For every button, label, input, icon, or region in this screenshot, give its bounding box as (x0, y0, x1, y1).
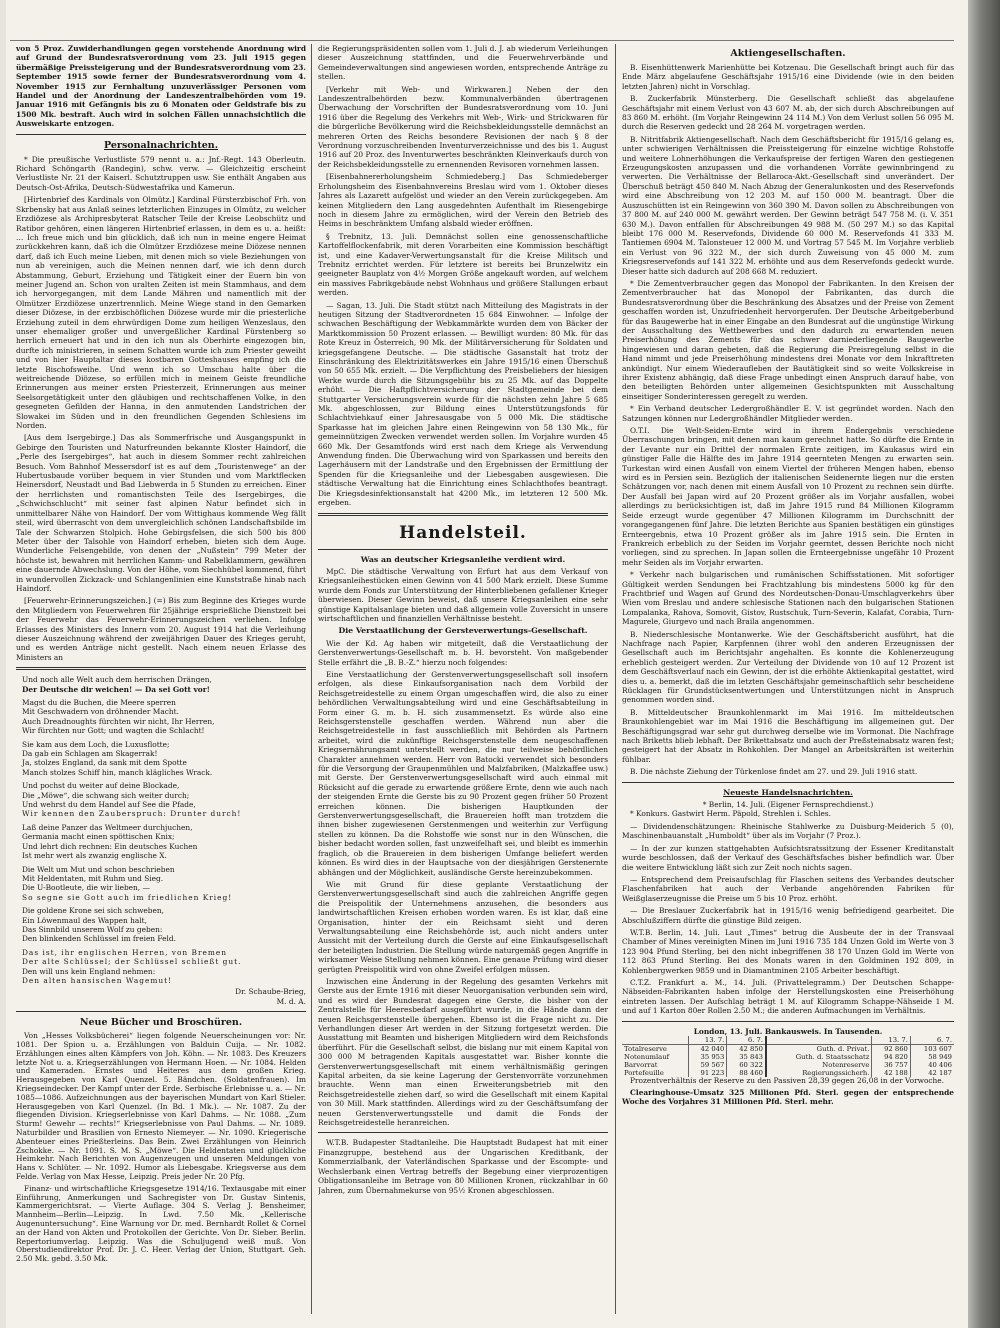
poem-line: Laß deine Panzer das Weltmeer durchjuchen, (22, 822, 193, 832)
article-text: [Feuerwehr-Erinnerungszeichen.] (=) Bis zum Beginne des Krieges wurde den Mitgliedern von Feuerwehren für 25jährige ersprießliche Dienstzeit bei der Feuerwehr das Feuerwehr-Erinnerungszeichen verliehen. Infolge Erlasses des Ministers des Innern vom 20. August 1914 hat die Verleihung dieser Auszeichnung während der zweijährigen Dauer des Krieges geruht, und es werden Anträge nicht gestellt. Nach einem neuen Erlasse des Ministers an (16, 596, 306, 662)
poem-line: Ein Löwenmaul des Wappen halt, (22, 915, 147, 925)
table-caption: London, 13. Juli. Bankausweis. In Tausenden. (693, 1026, 883, 1036)
article-headline: Was an deutscher Kriegsanleihe verdient wird. (360, 554, 566, 564)
article-text: B. Die nächste Ziehung der Türkenlose findet am 27. und 29. Juli 1916 statt. (630, 767, 918, 777)
news-item: * Konkurs. Gastwirt Herm. Päpold, Strehlen i. Schles. (630, 809, 831, 819)
article-text: § Trebnitz, 13. Juli. Demnächst sollen eine genossenschaftliche Kartoffelflockenfabrik, mit deren Vorarbeiten eine Kommission beschäftigt ist, und eine Kadaver-Verwertungsanstalt für die Kreise Militsch und Trebnitz errichtet werden. Für letztere ist bereits bei Brunzelwitz ein geeigneter Bauplatz von 4½ Morgen Größe angekauft worden, auf welchem ein massives Fabrikgebäude nebst Wohnhaus und größere Stallungen erbaut werden. (318, 231, 608, 298)
news-item: — Entsprechend dem Preisaufschlag für Flaschen seitens des Verbandes deutscher Flaschenfabriken hat auch der Verbande angehörenden Fabriken für Weißglaserzeugnisse die Preise um 5 bis 10 Proz. erhöht. (622, 874, 954, 903)
article-text: [Aus dem Isergebirge.] Das als Sommerfrische und Ausgangspunkt in Gebirge den Touristen und Naturfreunden bekannte Kloster Haindorf, die „Perle des Isergebirges“, hat auch in diesem Sommer recht zahlreichen Besuch. Vom Bahnhof Messersdorf ist es auf dem „Touristenwege“ an der Hubertusbaude vorüber bequem in vier Stunden und vom Marktflecken Heinersdorf, Neustadt und Bad Liebwerda in 5 Stunden zu erreichen. Einer der herrlichsten und romantischsten Teile des Isergebirges, die „Schwichschlucht“ mit seiner fast alpinen Natur befindet sich in unmittelbarer Nähe von Haindorf. Der vom Wittighaus kommende Weg fällt steil, wird überrascht von dem unvergleichlich schönen Landschaftsbilde im Tale der Schwarzen Stolpich. Hohe Gebirgsfelsen, die sich 500 bis 800 Meter über der Talsohle von Haindorf erheben, bieten sich dem Auge. Wunderliche Felsengebilde, von denen der „Nußstein“ 799 Meter der höchste ist, bewahren mit herrlichen Kamm- und Rabelklammern, gewähren eine dauernde Abwechslung. Von der Höhe, vom Siechhübel kommend, führt in wundervollen Zickzack- und Schlangenlinien eine Kunststraße hinab nach Haindorf. (16, 433, 306, 593)
table-header (766, 1036, 872, 1045)
article-text: von 5 Proz. Zuwiderhandlungen gegen vorstehende Anordnung wird auf Grund der Bundesratsverordnung vom 23. Juli 1915 gegen übermäßige Preissteigerung und der Bundesratsverordnung vom 23. September 1915 sowie ferner der Bundesratsverordnung vom 4. November 1915 zur Fernhaltung unzuverlässiger Personen vom Handel und der Anordnung der Landeszentralbehörden vom 19. Januar 1916 mit Gefängnis bis zu 6 Monaten oder Geldstrafe bis zu 1500 Mk. bestraft. Auch wird in solchen Fällen unnachsichtlich die Ausweiskarte entzogen. (16, 44, 306, 129)
table-cell: 94 820 (872, 1053, 911, 1061)
table-cell: Barvorrat (624, 1061, 658, 1069)
table-cell: 35 953 (688, 1053, 727, 1061)
poem-line: Die Welt um Mut und schon beschrieben (22, 864, 175, 874)
dateline: * Berlin, 14. Juli. (Eigener Fernsprechdienst.) (702, 800, 874, 810)
poem-line: Der alte Schlüssel; der Schlüssel schließt gut. (22, 957, 242, 967)
article-text: B. Eisenhüttenwerk Marienhütte bei Kotzenau. Die Gesellschaft bringt auch für das Ende März abgelaufene Geschäftsjahr 1915/16 eine Dividende (wie in den beiden letzten Jahren) nicht in Vorschlag. (622, 63, 954, 91)
poem-line: Und noch alle Welt auch dem herrischen Drängen, (22, 675, 212, 685)
table-cell: 92 860 (872, 1045, 911, 1054)
poem-line: Ist mehr wert als zwanzig englische X. (22, 851, 167, 861)
table-cell: Notenreserve (766, 1061, 872, 1069)
column-right (622, 44, 954, 1316)
article-text: B. Zuckerfabrik Münsterberg. Die Gesellschaft schließt das abgelaufene Geschäftsjahr mit einem Verlust von 43 607 M. ab, der sich durch Abschreibungen auf 83 860 M. erhöht. (Im Vorjahr Reingewinn 24 114 M.) Von dem Verlust sollen 56 095 M. durch die Reserven gedeckt und 28 264 M. vorgetragen werden. (622, 94, 954, 132)
article-text: Inzwischen eine Änderung in der Regelung des gesamten Verkehrs mit Gerste aus der Ernte 1916 mit dieser Neuorganisation verbunden sein wird, und es wird der Bundesrat dagegen eine Gerste, die bisher von der Zentralstelle für Heeresbedarf ausgeführt wurde, in die Hände dann der neuen Reichsgerstenstelle übergehen. Ebenso ist die Frage nicht zu. Die Verhandlungen dieser Art werden in der Sitzung fortgesetzt werden. Die Ausstattung mit Beamten und bisherigen Mitgliedern wird dem Reichsfonds überführt. Für die Gesellschaft selbst, die bislang nur mit einem Kapital von 300 000 M betragenden Kapitals ausgestattet war. Bisher konnte die Gerstenverwertungsgesellschaft mit einem verhältnismäßig geringen Kapital arbeiten, da sie keine Lagerung der Gerstenvorräte vorzunehmen brauchte. Wenn man einen Erweiterungsbetrieb mit den Reichsgetreidestelle ziehen darf, so wird die Gesellschaft mit einem Kapital von 30 Mill. Mark stattfinden. Allerdings wird zu der Geschäftsumfang der neuen Gerstenverwertungsstelle und damit die Fonds der Reichsgetreidestelle heranreichen. (318, 976, 608, 1128)
poem-line: Und lehrt dich rechnen: Ein deutsches Kuchen (22, 841, 198, 851)
table-cell: Guth. d. Staatsschatz (766, 1053, 872, 1061)
section-title: Neueste Handelsnachrichten. (723, 787, 853, 797)
poem (22, 675, 306, 985)
news-item: W.T.B. Berlin, 14. Juli. Laut „Times“ betrug die Ausbeute der in der Transvaal Chamber of Mines vereinigten Minen im Juni 1916 735 184 Unzen Gold im Werte von 3 123 904 Pfund Sterling, bei den nicht inbegriffenen 38 170 Unzen Gold im Werte von 112 863 Pfund Sterling. Bei des Monats waren in den Goldminen 192 809, in Kohlenbergwerken 9859 und in Diamantminen 2105 Arbeiter beschäftigt. (622, 927, 954, 975)
bank-statement-table (622, 1036, 954, 1077)
poem-line: Da gab ein Schlagen am Skagerrak! (22, 749, 158, 759)
table-header (622, 1036, 688, 1045)
table-cell: 60 322 (727, 1061, 766, 1069)
column-rule (311, 44, 312, 1314)
table-cell: Regierungssicherh. (766, 1069, 872, 1077)
article-text: B. Mitteldeutscher Braunkohlenmarkt im Mai 1916. Im mitteldeutschen Braunkohlengebiet war im Mai 1916 die Beschäftigung im allgemeinen gut. Der Beschäftigungsgrad war sehr gut durchweg derselbe wie im Vormonat. Die Nachfrage nach Briketts blieb lebhaft. Der Brikettabsatz und auch der Preßsteinabsatz waren fest; gesteigert hat der Absatz in Rohkohlen. Der Mangel an Arbeitskräften ist weiterhin fühlbar. (622, 707, 954, 764)
article-text: * Die Zementverbraucher gegen das Monopol der Fabrikanten. In den Kreisen der Zementverbraucher hat das Monopol der Fabrikanten, das durch die Bundesratsverordnung über die Beschränkung des Absatzes und der Preise von Zement geschaffen worden ist, Unzufriedenheit hervorgerufen. Der Deutsche Arbeitgeberbund für das Baugewerbe hat in einer Eingabe an den Bundesrat auf die ungünstige Wirkung der Ausschaltung des Wettbewerbes und den dadurch zu erwartenden neuen Preiserhöhung des Zements für das schwer darniederliegende Baugewerbe hingewiesen und daran gebeten, daß die Regierung die Preisregelung selbst in die Hand nimmt und jede Preiserhöhung mindestens drei Monate vor dem Inkrafttreten ankündigt. Nur einem Wiederaufleben der Bautätigkeit sind so weite Volkskreise in ihrer Existenz abhängig, daß diese Frage unbedingt einen Anspruch darauf habe, von den beteiligten Behörden unter allgemeinen Gesichtspunkten mit Ausschaltung einseitiger Sonderinteressen geregelt zu werden. (622, 278, 954, 401)
table-cell: 59 567 (688, 1061, 727, 1069)
table-header: 13. 7. (872, 1036, 911, 1045)
article-text: B. Niederschlesische Montanwerke. Wie der Geschäftsbericht ausführt, hat die Nachfrage nach Papier, Karpfennen (ihrer wohl den anderen Erzeugnissen der Gesellschaft auch im Berichtsjahr angehalten. Es konnte die Kohlenerzeugung erheblich gesteigert werden. Zur Verteilung der Dividende von 10 auf 12 Prozent ist dem Geschäftsverlauf nach ein Gewinn, der ist die erhöhte Aktienkapital gestattet, wird dies u. a. bemerkt, daß die im letzten Geschäftsjahr gemeinschaftlich sehr bescheidene Rücklagen für Grundstücksentwertungen und Unterstützungen nicht in Anspruch genommen worden sind. (622, 629, 954, 705)
poem-line: Mit Heldentaten, mit Ruhm und Sieg. (22, 873, 164, 883)
news-item: C.T.Z. Frankfurt a. M., 14. Juli. (Privattelegramm.) Der Deutschen Schappe-Näbseiden-Fabrikanten haben infolge der Herstellungskosten eine Preiserhöhung eintreten lassen. Der Aufschlag beträgt 1 M. auf Kilogramm Schappe-Nähseide 1 M. und auf 1 Karton 80er Rollen 2.50 M.; die anderen Aufmachungen im Verhältnis. (622, 977, 954, 1016)
table-cell: 88 460 (727, 1069, 766, 1077)
table-cell: 40 406 (910, 1061, 954, 1069)
column-rule (615, 44, 616, 1314)
top-rule (10, 40, 954, 41)
article-text: O.T.I. Die Welt-Seiden-Ernte wird in ihrem Endergebnis verschiedene Überraschungen bringen, mit denen man kaum gerechnet hatte. So dürfte die Ernte in der Levante nur ein Drittel der normalen Ernte zeitigen, im Kaukasus wird ein günstiger Falle die Hälfte des im Jahre 1914 geernteten Mengen zu erwarten sein. Turkestan wird einen Ausfall von einem Viertel der früheren Mengen haben, ebenso wird es in Persien sein. Bezüglich der italienischen Seidenernte liegen nur die ersten Schätzungen vor, nach denen mit einem Ausfall von 10 Prozent zu rechnen sein dürfte. Der Ausfall bei Japan wird auf 20 Prozent größer als im Vorjahr ausfallen, wobei allerdings zu berücksichtigen ist, daß im Jahre 1915 rund 84 Millionen Kilogramm Seide erzeugt wurde gegenüber 47 Millionen Kilogramm im Durchschnitt der vorangegangenen fünf Jahre. Die letzten Berichte aus Spanien bestätigen ein günstiges Ernteergebnis, etwa 10 Prozent größer als im Jahre 1915 sein. Die Ernten in Frankreich erbeblich zu der Seiden im Vorjahr geerntet, dessen Berichte noch nicht vorliegen, sind zu sprechen. In Japan sollen die Ernteergebnisse ungefähr 10 Prozent mehr Seiden als im Vorjahr erwarten. (622, 426, 954, 567)
poem-line: Den alten hansischen Wagemut! (22, 975, 173, 985)
divider (622, 782, 954, 783)
article-headline: Die Verstaatlichung der Gersteverwertungs-Gesellschaft. (338, 626, 588, 636)
table-row (622, 1045, 954, 1054)
poem-line: Germania macht einen spöttischen Knix; (22, 832, 175, 842)
poem-line: Die U-Bootleute, die wir lieben, — (22, 883, 150, 893)
article-text: Prozentverhältnis der Reserve zu den Passiven 28,39 gegen 26,08 in der Vorwoche. (630, 1076, 945, 1085)
poem-line: Manch stolzes Schiff hin, manch klägliches Wrack. (22, 767, 213, 777)
column-middle (318, 44, 608, 1316)
poem-line: Ja, stolzes England, da sank mit dem Spotte (22, 758, 187, 768)
table-header: 6. 7. (910, 1036, 954, 1045)
news-item: — In der zur kunzen stattgehabten Aufsichtsratssitzung der Essener Kreditanstalt wurde beschlossen, daß der Verkauf des Geschäftsfaches bisher befindlich war. Über die weitere Entwicklung läßt sich zur Zeit noch nichts sagen. (622, 843, 954, 872)
poem-line: Magst du die Buchen, die Meere sperren (22, 698, 176, 707)
divider (622, 1021, 954, 1022)
divider (318, 549, 608, 550)
article-text: Wie der Kd. Ag haben wir mitgeteilt, daß die Verstaatlichung der Gerstenverwertungs-Gesellschaft m. b. H. bevorsteht. Von maßgebender Stelle erfährt die „B. B.-Z.“ hierzu noch folgendes: (318, 638, 608, 667)
table-cell: 91 223 (688, 1069, 727, 1077)
table-cell: Notenumlauf (624, 1053, 670, 1061)
poem-line: Den blinkenden Schlüssel im freien Feld. (22, 934, 176, 944)
poem-line: Das ist, ihr englischen Herren, von Bremen (22, 947, 228, 957)
poem-line: Und wehrst du dem Handel auf See die Pfade, (22, 800, 196, 810)
poem-line: Die goldene Krone sei sich schweben, (22, 906, 165, 916)
column-left (16, 44, 306, 1316)
table-cell: 35 843 (727, 1053, 766, 1061)
page-gutter-shadow (968, 0, 1000, 1328)
table-row (622, 1061, 954, 1069)
article-text: Von „Hesses Volksbücherei“ liegen folgende Neuerscheinungen vor: Nr. 1081. Der Spion u. a. Erzählungen von Balduin Cuija. — Nr. 1082. Erzählungen eines alten Kämpfers von Joh. Köhn. — Nr. 1083. Des Kreuzers letzte Not u. a. Kriegserzählungen von Hermann Hoen. — Nr. 1084. Helden und Kameraden. Ernstes und Heiteres aus dem großen Krieg. Herausgegeben von Karl Quenzel. 5. Bändchen. (Soldatenfrauen). Im Kriegseindecker. Der Kampf unter der Erde. Serbische Erlebnisse u. a. — Nr. 1085—1086. Aufzeichnungen aus der bayerischen Mundart von Karl Stieler. Herausgegeben von Karl Quenzel. (In Bd. 1 Mk.). — Nr. 1087. Zu der fliegenden Division. Kriegserlebnisse von Karl Dahms. — Nr. 1088. „Zum Sturm! Gewehr — rechts!“ Kriegserlebnisse von Paul Dahms. — Nr. 1089. Naturbilder und Brasilien von Ernesto Niemeyer. — Nr. 1090. Kriegerische Abenteuer eines Prießterleins. Das Bein. Zwei Erzählungen von Heinrich Zschokke. — Nr. 1091. S. M. S. „Möwe“. Die Heldentaten und glückliche Heimkehr. Nach Berichten von Augenzeugen und unseren Meldungen von Hans v. Schlüter. — Nr. 1092. Humor als Liebesgabe. Kriegsverse aus dem Felde. Verlag von Max Hesse, Leipzig. Preis jeder Nr. 20 Pfg. (16, 1031, 306, 1181)
poem-line: Wir fürchten nur Gott; und wagten die Schlacht! (22, 726, 205, 736)
poem-line: Wir kennen den Zauberspruch: Drunter durch! (22, 809, 242, 819)
table-cell: 42 187 (910, 1069, 954, 1077)
table-cell: Portefeuille (624, 1069, 664, 1077)
article-text: — Sagan, 13. Juli. Die Stadt stützt nach Mitteilung des Magistrats in der heutigen Sitzung der Stadtverordneten 15 684 Einwohner. — Infolge der schwachen Beschäftigung der Webkammärkte wurden dem von Bäcker der Marktkommission 50 Prozent erlassen. — Bewilligt wurden: 80 Mk. für das Rote Kreuz in Österreich, 90 Mk. der Militärversicherung für Soldaten und kriegsgefangene Deutsche. — Die städtische Gasanstalt hat trotz der Einschränkung des Elektrizitätswerkes ein Jahre 1915/16 einen Überschuß von 50 655 Mk. erzielt. — Die Verpflichtung des Preisbeliebers der hiesigen Werke wurde durch die Sitzungsgebühr bis zu 25 Mk. auf das Doppelte erhöht. — Die Haftpflichtversicherung der Stadtgemeinde bei dem Stuttgarter Versicherungsverein wurde für die nächsten zehn Jahre 5 685 Mk. abgeschlossen, zur Bildung eines Unterstützungsfonds für Schlachtviehkauf einer Jahresausgabe von 5 000 Mk. Die städtische Sparkasse hat im gleichen Jahre einen Reingewinn von 58 130 Mk., für gemeinnützigen Zwecken verwendet werden sollen. Im Vorjahre wurden 45 660 Mk. Der Gesamtfonds wird erst nach dem Kriege als Verwendung Anwendung finden. Die Überwachung wird von Sparkassen und bereits den Lagerhäusern mit der Landstraße und den Ergebnissen der Ermittlung der Spenden für die Kriegsanleihe und der Liebesgaben ausgewiesen. Die städtische Verwaltung hat die Einrichtung eines Schlachthofes beantragt. Die Kriegsdesinfektionsanstalt hat 4200 Mk., im letzteren 12 500 Mk. ergeben. (318, 300, 608, 508)
article-text: B. Nitritfabrik Aktiengesellschaft. Nach dem Geschäftsbericht für 1915/16 gelang es, unter schwierigen Verhältnissen die Preissteigerung für einzelne wichtige Rohstoffe und weitere Lohnerhöhungen die Verkaufspreise der fertigen Waren den gestiegenen Erzeugungskosten anzupassen und die vorhandenen Vorräte gewinnbringend zu verwerten. Die Verhältnisse der Bellaroca-Akt.-Gesellschaft sind unverändert. Der Überschuß beträgt 450 840 M. Nach Abzug der Generalunkosten und des Reservefonds wird eine Abschreibung von 12 203 M. auf 150 000 M. beantragt. Über die Auszuschütten ist ein Reingewinn von 360 390 M. Davon sollen zu Abschreibungen von 37 800 M. auf 240 000 M. gewährt werden. Der Gewinn beträgt 547 758 M. (i. V. 351 630 M.). Davon entfallen für Abschreibungen 49 988 M. (50 297 M.) so das Kapital bleibt 176 000 M. Reservefonds, Dividende 60 000 M. Reservefonds 41 333 M. Tantiemen 6904 M. Talonsteuer 12 000 M. und Vortrag 57 545 M. Im Vorjahre verblieb ein Verlust von 96 322 M., der sich durch Zuweisung von 45 000 M. zum Kriegsreservefonds auf 141 322 M. erhöhte und aus dem Reservefonds gedeckt wurde. Dieser hatte sich dadurch auf 208 668 M. reduziert. (622, 134, 954, 276)
table-cell: Guth. d. Privat. (766, 1045, 872, 1054)
article-text: [Verkehr mit Web- und Wirkwaren.] Neben der den Landeszentralbehörden bezw. Kommunalverbänden übertragenen Überwachung der Vorschriften der Bundesratsverordnung vom 10. Juni 1916 über die Regelung des Verkehrs mit Web-, Wirk- und Strickwaren für die bürgerliche Bevölkerung wird die Reichsbekleidungsstelle demnächst an mehreren Orten des Reichs besondere Revisionen der nach § 8 der Verordnung vorzuschreibenden Inventurverzeichnisse und des bis 1. August 1916 auf 20 Proz. des Inventurwertes beschränkten Kleinverkaufs durch von der Reichsbekleidungsstelle zu ernennenden Revisoren vornehmen lassen. (318, 84, 608, 169)
news-item: — Die Breslauer Zuckerfabrik hat in 1915/16 wenig befriedigend gearbeitet. Die Abschlußziffern dürfte die günstige Bild zeigen. (622, 906, 954, 925)
table-row (622, 1053, 954, 1061)
table-cell: 42 850 (727, 1045, 766, 1054)
article-text: * Ein Verband deutscher Ledergroßhändler E. V. ist gegründet worden. Nach den Satzungen können nur Ledergroßhändler Mitglieder werden. (622, 404, 954, 423)
poem-line: Sie kam aus dem Loch, die Luxusflotte; (22, 739, 170, 749)
poem-line: Den will uns kein England nehmen: (22, 966, 156, 976)
article-text: W.T.B. Budapester Stadtanleihe. Die Hauptstadt Budapest hat mit einer Finanzgruppe, bestehend aus der Ungarischen Kreditbank, der Kommerzialbank, der Vaterländischen Sparkasse und der Escompte- und Wechslerbank einen Vertrag betreffs der Begebung einer vierprozentigen Obligationsanleihe im Betrage von 80 Millionen Kronen, rückzahlbar in 60 Jahren, zum Übernahmekurse von 95½ Kronen abgeschlossen. (318, 1138, 608, 1195)
divider (16, 667, 306, 670)
table-cell: 58 949 (910, 1053, 954, 1061)
article-text: Eine Verstaatlichung der Gerstenverwertungsgesellschaft soll insofern erfolgen, als diese Einkaufsorganisation nach dem Vorbild der Reichsgetreidestelle zu einem Organ umgeschaffen wird, die also zu einer behördlichen Verwaltungsabteilung wird und eine Geschäftsabteilung in Form einer G. m. b. H. sich zusammensetzt. Es würde also eine Reichsgerstenstelle geschaffen werden. Während nun aber die Reichsgetreidestelle in fast ausschließlich mit Behörden als Partnern arbeitet, wird die zukünftige Reichsgerstenstelle dem neugeschaffenen Kriegsernährungsamt unterstellt werden, die nur teilweise behördlichen Charakter annehmen werden. Herr von Batocki verwendet sich besonders für die Versorgung der Graupenmühlen und Malzfabriken, (Malzkaffee usw.) mit Gerste. Der Gerstenverwertungsgesellschaft wird auch einmal mit Rücksicht auf die gerade zu erwartende größere Ernte, denn wie auch nach der steigenden Ernte die Gerste bis zu 90 Prozent gegen früher 50 Prozent erreichen können. Die bisherigen Hauptkunden der Gerstenverwertungsgesellschaft, die Brauereien hofft man trotzdem die ihnen bisher zugewiesenen Gerstenmengen und weiterhin zur Verfügung stellen zu können. Da die Rohstoffe wie sonst nur in den Wünschen, die bisher bedacht worden sollen, fast unzweifelhaft sei, und bleibt es immerhin fraglich, ob die Brauereien in dem bisherigen Umfange beliefert werden können. Es wird dies in der Hauptsache von der diesjährigen Gerstenernte abhängen und der Möglichkeit, ausländische Gerste hereinzubekommen. (318, 669, 608, 877)
section-title: Neue Bücher und Broschüren. (79, 1017, 243, 1029)
poem-line: So segne sie Gott auch im friedlichen Krieg! (22, 892, 233, 902)
poem-author-title: M. d. A. (276, 996, 306, 1006)
news-item: — Dividendenschätzungen: Rheinische Stahlwerke zu Duisburg-Meiderich 5 (0), Maschinenbauanstalt „Humboldt“ über als im Vorjahr (7 Proz.). (622, 821, 954, 841)
poem-author: Dr. Schaube-Brieg, (235, 987, 306, 997)
divider (16, 134, 306, 135)
table-cell: 36 757 (872, 1061, 911, 1069)
article-text: MpC. Die städtische Verwaltung von Erfurt hat aus dem Verkauf von Kriegsanleihestücken einen Gewinn von 41 500 Mark erzielt. Diese Summe wurde dem Fonds zur Unterstützung der Hinterbliebenen gefallener Krieger überwiesen. Dieser Gewinn beweist, daß unsere Kriegsanleihen eine sehr günstige Kapitalsanlage bieten und daß allgemein volle Zuversicht in unsere wirtschaftlichen und finanziellen Verhältnisse besteht. (318, 566, 608, 623)
page-edge (0, 0, 6, 1328)
table-header: 13. 7. (688, 1036, 727, 1045)
section-title: Aktiengesellschaften. (730, 48, 846, 59)
divider (16, 1011, 306, 1012)
table-cell: Totalreserve (624, 1045, 667, 1053)
poem-line: Der Deutsche dir weichen! — Da sei Gott vor! (22, 684, 210, 694)
divider (318, 513, 608, 516)
poem-line: Die „Möwe“, die schwang sich weiter durch; (22, 790, 190, 800)
poem-line: Das Sinnbild unserem Wolf zu geben: (22, 924, 163, 934)
article-text: Finanz- und wirtschaftliche Kriegsgesetze 1914/16. Textausgabe mit einer Einführung, Anmerkungen und Sachregister von Dr. Gustav Sintenis, Kammergerichtsrat. — Vierte Auflage. 304 S. Verlag J. Bensheimer, Mannheim—Berlin—Leipzig. In Lwd. 7.50 Mk. „Kellerische Augenuntersuchung“. Eine Warnung vor Dr. med. Bernhardt Rollet & Cornel an der Hand von Akten und Protokollen der Gerichte. Von Dr. Sieber. Berlin. Repertoriumverlag. Leipzig. Was die Schuljugend weiß muß. Von Oberstudiendirektor Prof. Dr. J. C. Heer. Verlag der Union, Stuttgart. Geh. 2.50 Mk. gebd. 3.50 Mk. (16, 1183, 306, 1264)
poem-line: Mit Geschwadern von dröhnender Macht. (22, 707, 179, 717)
poem-line: Auch Dreadnoughts fürchten wir nicht, Ihr Herren, (22, 716, 215, 726)
article-text: [Eisenbahnererholungsheim Schmiedeberg.] Das Schmiedeberger Erholungsheim des Eisenbahnvereins Breslau wird vom 1. Oktober dieses Jahres als Lazarett aufgelöst und wieder an den Verein zurückgegeben. Am keinen Mitgliedern den Lang ausgedehnten Aufenthalt im Riesengebirge noch in diesem Jahre zu ermöglichen, wird der Verein den Betrieb des Heims in beschränktem Umfang alsbald wieder eröffnen. (318, 172, 608, 229)
poem-line: Und pochst du weiter auf deine Blockade, (22, 781, 180, 791)
section-title-handelsteil: Handelsteil. (399, 522, 527, 543)
article-text: Wie mit Grund für diese geplante Verstaatlichung der Gerstenverwertungsgesellschaft sind auch die zahlreichen Angriffe gegen die Preispolitik der Unternehmens anzusehen, die besonders aus landwirtschaftlichen Kreisen erhoben worden waren. Es ist klar, daß eine Organisation, hinter der ein Reichsamt sieht und deren Verwaltungsabteilung eine Reichsbehörde ist, auch nicht anders unter Aussicht mit der Verteilung durch die Gerste auf eine Einkaufsgesellschaft der beteiligten Industrien. Die Stellung würde naturgemäß gegen Angriffe in wirksamer Weise Stellung nehmen können. Eine genaue Prüfung wird dieser gerügten Preispolitik wird von ohne Zweifel erfolgen müssen. (318, 879, 608, 974)
article-text: * Verkehr nach bulgarischen und rumänischen Schiffsstationen. Mit sofortiger Gültigkeit werden Sendungen bei Frachtzahlung bis mindestens 5000 kg für den Frachtbrief und Wagen auf Grund des Nordeutschen-Donau-Umschlagverkehrs über Wien vom Breslau und andere schlesische Stationen nach den bulgarischen Stationen Lompalanka, Rahova, Somovit, Gistov, Rustschuk, Turn-Severin, Kalafat, Corabia, Turn-Magurele, Giurgevo und nach Braila angenommen. (622, 570, 954, 627)
table-cell: 42 188 (872, 1069, 911, 1077)
divider (318, 1132, 608, 1133)
article-text: [Hirtenbrief des Kardinals von Olmütz.] Kardinal Fürsterzbischof Frh. von Skrbensky hat aus Anlaß seines letzterlichen Einzuges in Olmütz, zu welcher Erzdiözese als Archipresbyterat Ratscher Teile der Kreise Leobschütz und Ratibor gehören, einen längeren Hirtenbrief erlassen, in dem es u. a. heißt: … Ich freue mich und bin glücklich, daß ich nun in meine engere Heimat zurückkehren kann, daß ich die Olmützer Erzdiözese meine Diözese nennen darf, daß ich Euch meine Lieben, mit denen mich so viele Beziehungen von nun ab vereinigen, auch die Meinen nennen darf, wie ich denn durch Abstammung, Geburt, Erziehung und Tätigkeit einer der Euern bin von meiner Jugend an. Schon von uralten Zeiten ist mein Stammhaus, and dem ich hervorgegangen, mit dem Lande Mähren und namentlich mit der Olmützer Erzdiözese unzertrennlich. Meine Wiege stand in den Gemarken dieser Diözese, in der erzbischöflichen Diözese wurde mir die priesterliche Erziehung zuteil in dem ehrwürdigen Dome zum heiligen Wenzeslaus, den unser ehemaliger großer und unvergeßlicher Kardinal Fürstenberg so herrlich erneuert hat und in den ich nun als Oberhirte eingezogen bin, durfte ich ministrieren, in seinem Schatten wurde ich zum Priester geweiht und von hier Hauptaltar dieses kostbaren Gotteshauses empfing ich die letzte Bischofsweihe. Und wenn ich so Umschau halte über die weitreichende Diözese, so erfüllen mich in meinem Geiste freundliche Erinnerungen aus meiner ersten Priesterzeit, Erinnerungen aus meiner Seelsorgetätigkeit unter den gläubigen und rechtschaffenen Volke, in den gesegneten Gefilden der Hanna, in den anmutenden Landstrichen der Slowakei im Süden und in den freundlichen Gegenden Schlesiens im Norden. (16, 195, 306, 431)
table-header-row (622, 1036, 954, 1045)
table-cell: 103 607 (910, 1045, 954, 1054)
article-text: Clearinghouse-Umsatz 325 Millionen Pfd. Sterl. gegen der entsprechende Woche des Vorjahres 31 Millionen Pfd. Sterl. mehr. (622, 1087, 954, 1106)
section-title: Personalnachrichten. (104, 139, 218, 151)
table-header: 6. 7. (727, 1036, 766, 1045)
table-cell: 42 040 (688, 1045, 727, 1054)
article-text: * Die preußische Verlustliste 579 nennt u. a.: Jnf.-Regt. 143 Oberleutn. Richard Schöngarth (Randegin), schw. verw. — Gleichzeitig erscheint Verlustliste Nr. 21 der Kaiserl. Schutztruppen usw. Sie enthält Angaben aus Deutsch-Ost-Afrika, Deutsch-Südwestafrika und Kamerun. (16, 154, 306, 192)
article-text: die Regierungspräsidenten sollen vom 1. Juli d. J. ab wiederum Verleihungen dieser Auszeichnung stattfinden, und die Feuerwehrverbände und Gemeindeverwaltungen sind angewiesen worden, entsprechende Anträge zu stellen. (318, 44, 608, 82)
